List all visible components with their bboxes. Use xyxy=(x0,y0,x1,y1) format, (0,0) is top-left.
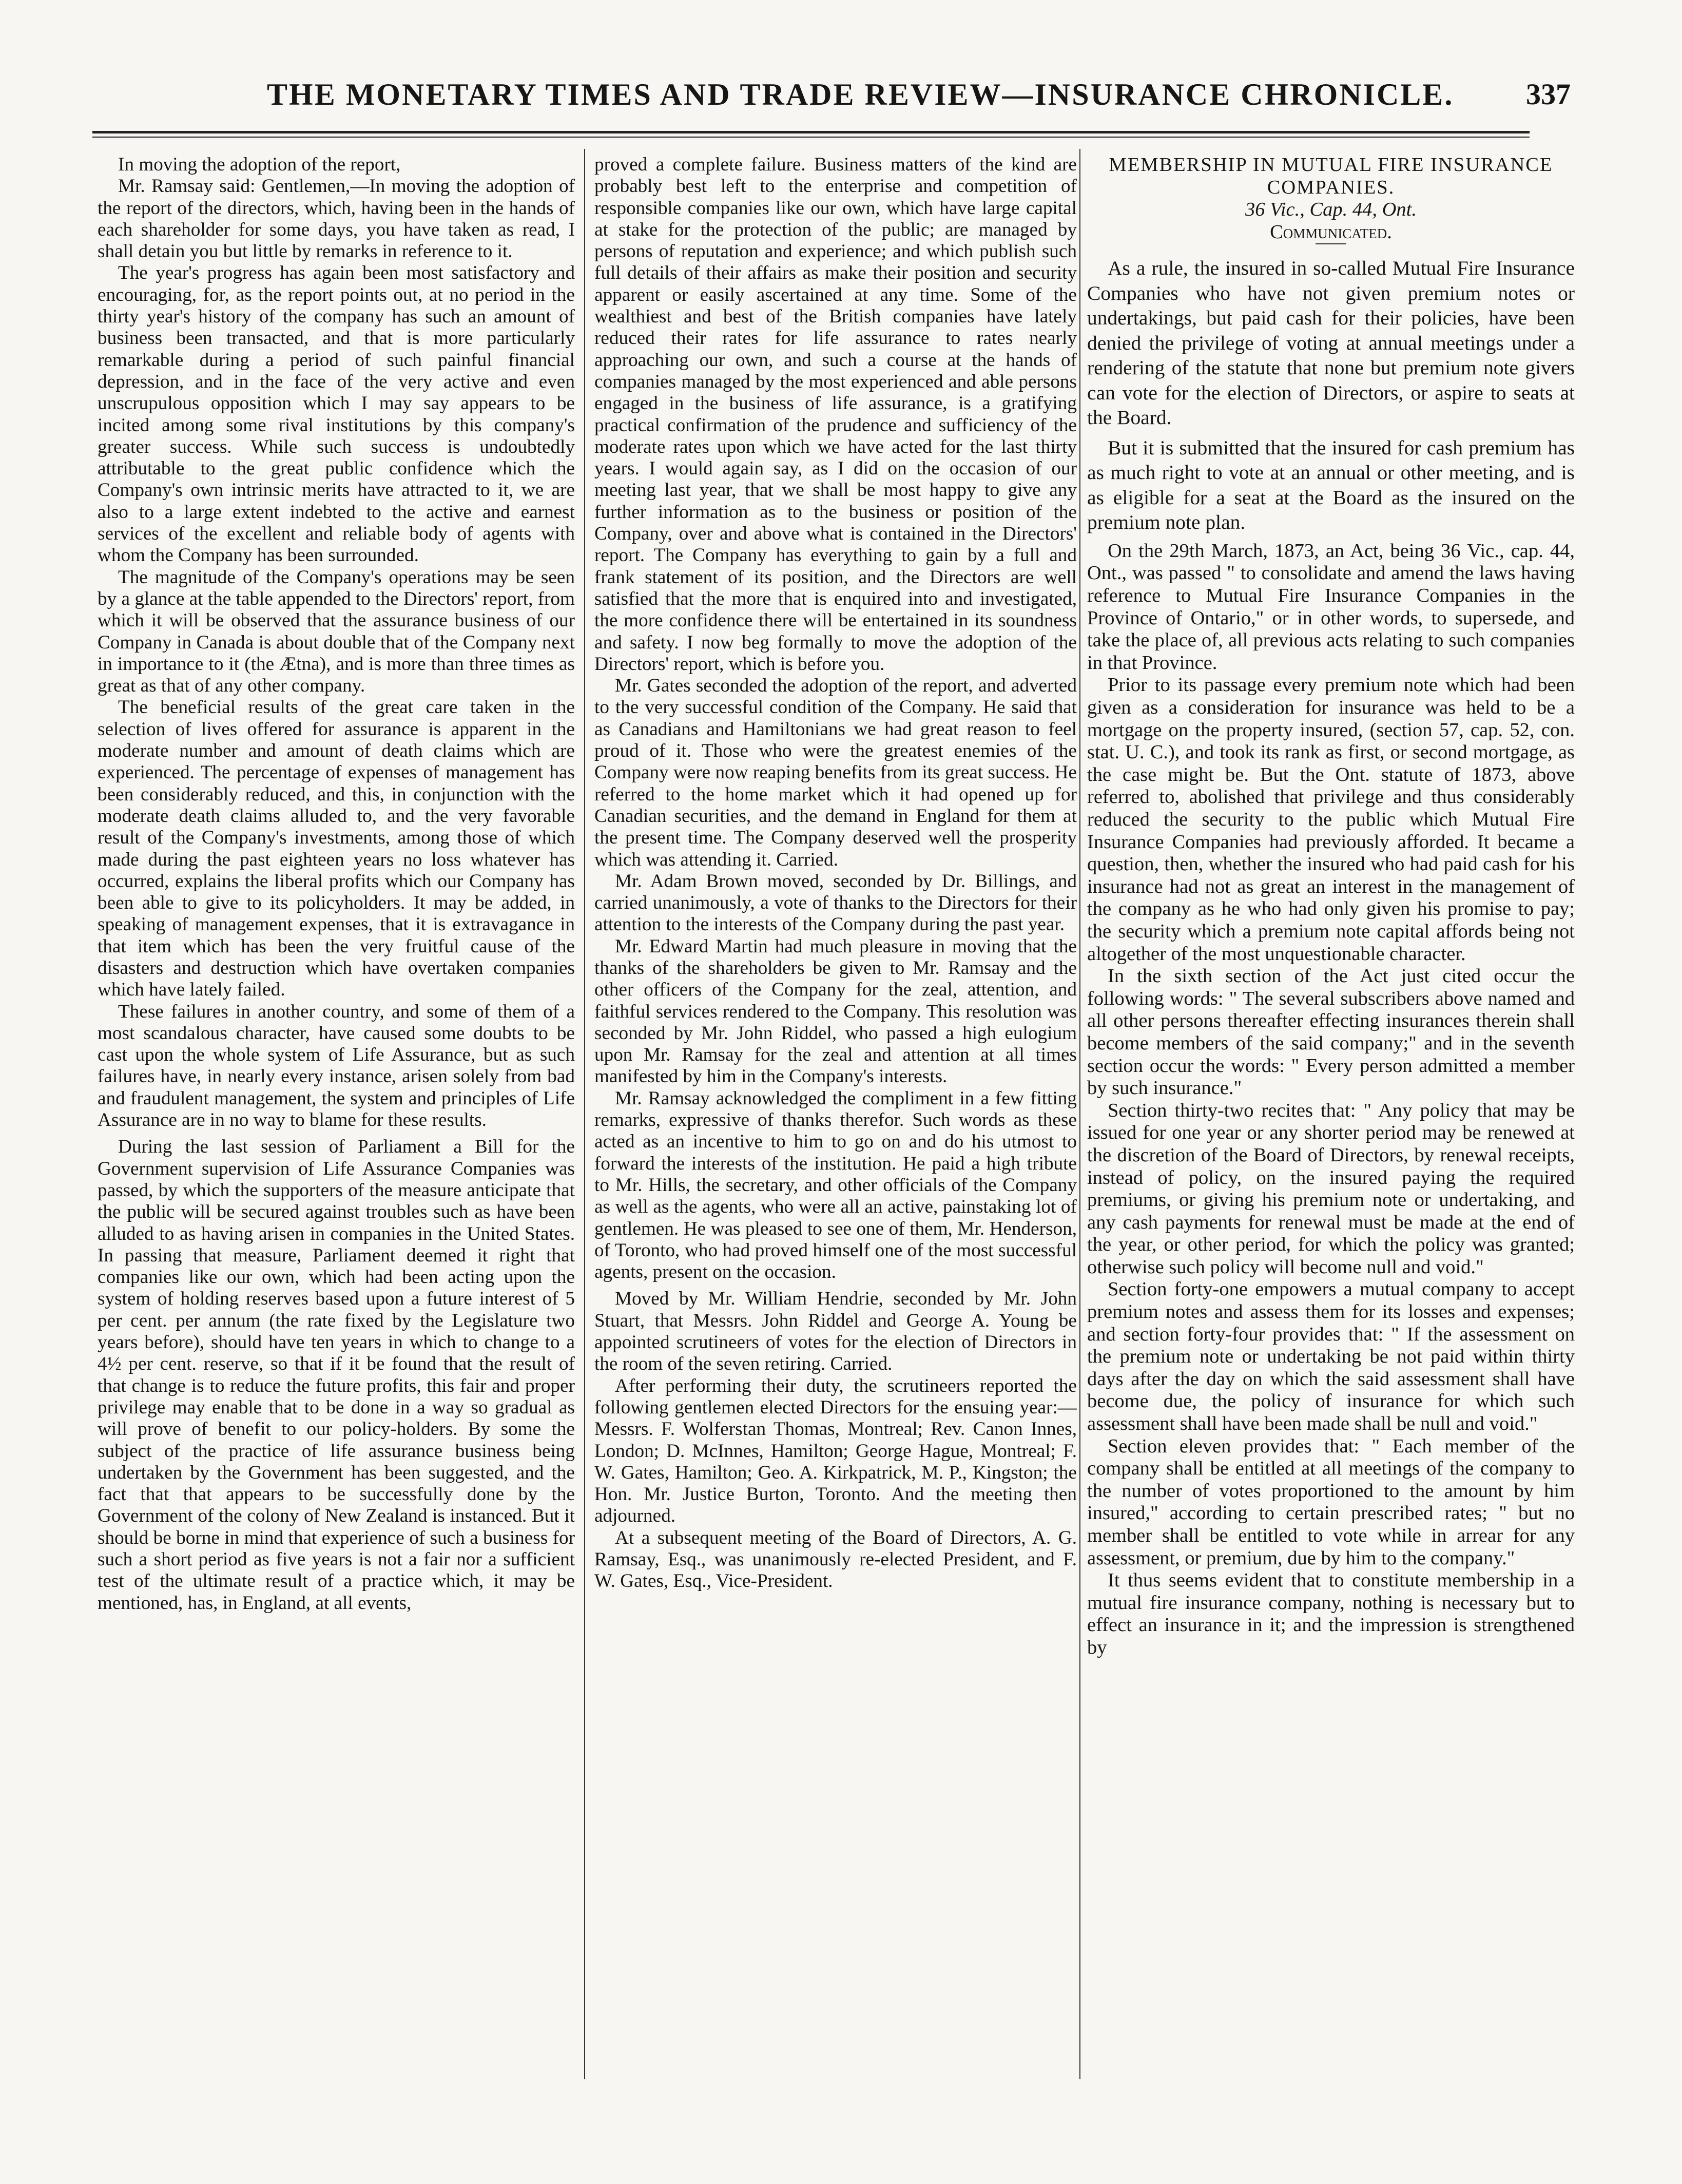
masthead-title: THE MONETARY TIMES AND TRADE REVIEW—INSURANCE CHRONICLE. xyxy=(267,78,1454,111)
paragraph: Section thirty-two recites that: " Any policy that may be issued for one year or any shorter period may be renewed at the discretion of the Board of Directors, by renewal receipts, instead of policy, on the insured paying the required premiums, or giving his premium note or undertaking, and any cash payments for renewal must be made at the end of the year, or other period, for which the policy was granted; otherwise such policy will become null and void." xyxy=(1087,1099,1575,1278)
header-rule-thin xyxy=(92,137,1530,138)
paragraph: Mr. Adam Brown moved, seconded by Dr. Billings, and carried unanimously, a vote of thanks to the Directors for their attention to the interests of the Company during the past year. xyxy=(594,870,1077,935)
paragraph: These failures in another country, and some of them of a most scandalous character, have caused some doubts to be cast upon the whole system of Life Assurance, but as such failures have, in nearly every instance, arisen solely from bad and fraudulent management, the system and principles of Life Assurance are in no way to blame for these results. xyxy=(98,1001,575,1131)
page-number: 337 xyxy=(1526,78,1571,111)
paragraph: In moving the adoption of the report, xyxy=(118,154,401,175)
column-3 xyxy=(1087,154,1575,2074)
paragraph: At a subsequent meeting of the Board of Directors, A. G. Ramsay, Esq., was unanimously re-elected President, and F. W. Gates, Esq., Vice-President. xyxy=(594,1527,1077,1592)
paragraph: Moved by Mr. William Hendrie, seconded by Mr. John Stuart, that Messrs. John Riddel and George A. Young be appointed scrutineers of votes for the election of Directors in the room of the seven retiring. Carried. xyxy=(594,1288,1077,1375)
paragraph: On the 29th March, 1873, an Act, being 36 Vic., cap. 44, Ont., was passed " to consolidate and amend the laws having reference to Mutual Fire Insurance Companies in the Province of Ontario," or in other words, to supersede, and take the place of, all previous acts relating to such companies in that Province. xyxy=(1087,540,1575,674)
paragraph: Section forty-one empowers a mutual company to accept premium notes and assess them for its losses and expenses; and section forty-four provides that: " If the assessment on the premium note or undertaking be not paid within thirty days after the day on which the said assessment shall have become due, the policy of insurance for which such assessment shall have been made shall be null and void." xyxy=(1087,1278,1575,1435)
page-header xyxy=(149,77,1571,123)
paragraph: The magnitude of the Company's operations may be seen by a glance at the table appended to the Directors' report, from which it will be observed that the assurance business of our Company in Canada is about double that of the Company next in importance to it (the Ætna), and is more than three times as great as that of any other company. xyxy=(98,566,575,697)
paragraph: Mr. Ramsay said: Gentlemen,—In moving the adoption of the report of the directors, which, having been in the hands of each shareholder for some days, you have taken as read, I shall detain you but little by remarks in reference to it. xyxy=(98,176,575,262)
paragraph: The year's progress has again been most satisfactory and encouraging, for, as the report points out, at no period in the thirty year's history of the company has such an amount of business been transacted, and that is more particularly remarkable during a period of such painful financial depression, and in the face of the very active and even unscrupulous opposition which I may say appears to be incited among some rival institutions by this company's greater success. While such success is undoubtedly attributable to the great public confidence which the Company's own intrinsic merits have attracted to it, we are also to a large extent indebted to the active and earnest services of the excellent and reliable body of agents with whom the Company has been surrounded. xyxy=(98,262,575,566)
column-1 xyxy=(98,154,575,2074)
article-subtitle: 36 Vic., Cap. 44, Ont. xyxy=(1245,199,1417,221)
small-rule xyxy=(1316,243,1346,244)
paragraph: Section eleven provides that: " Each member of the company shall be entitled at all meetings of the company to the number of votes proportioned to the amount by him insured," according to certain prescribed rates; " but no member shall be entitled to vote while in arrear for any assessment, or premium, due by him to the company." xyxy=(1087,1435,1575,1569)
paragraph: After performing their duty, the scrutineers reported the following gentlemen elected Directors for the ensuing year:—Messrs. F. Wolferstan Thomas, Montreal; Rev. Canon Innes, London; D. McInnes, Hamilton; George Hague, Montreal; F. W. Gates, Hamilton; Geo. A. Kirkpatrick, M. P., Kingston; the Hon. Mr. Justice Burton, Toronto. And the meeting then adjourned. xyxy=(594,1375,1077,1527)
header-rule xyxy=(92,131,1530,133)
paragraph: Mr. Gates seconded the adoption of the report, and adverted to the very successful condition of the Company. He said that as Canadians and Hamiltonians we had great reason to feel proud of it. Those who were the greatest enemies of the Company were now reaping benefits from its great success. He referred to the home market which it had opened up for Canadian securities, and the demand in England for them at the present time. The Company deserved well the prosperity which was attending it. Carried. xyxy=(594,675,1077,870)
paragraph: As a rule, the insured in so-called Mutual Fire Insurance Companies who have not given premium notes or undertakings, but paid cash for their policies, have been denied the privilege of voting at annual meetings under a rendering of the statute that none but premium note givers can vote for the election of Directors, or aspire to seats at the Board. xyxy=(1087,257,1575,429)
paragraph: Prior to its passage every premium note which had been given as a consideration for insurance was held to be a mortgage on the property insured, (section 57, cap. 52, con. stat. U. C.), and took its rank as first, or second mortgage, as the case might be. But the Ont. statute of 1873, above referred to, abolished that privilege and thus considerably reduced the security to the public which Mutual Fire Insurance Companies had previously afforded. It became a question, then, whether the insured who had paid cash for his insurance had not as great an interest in the management of the company as he who had only given his promise to pay; the security which a premium note capital affords being not altogether of the most unquestionable character. xyxy=(1087,674,1575,965)
paragraph: During the last session of Parliament a Bill for the Government supervision of Life Assurance Companies was passed, by which the supporters of the measure anticipate that the public will be secured against troubles such as have been alluded to as having arisen in companies in the United States. In passing that measure, Parliament deemed it right that companies like our own, which had been acting upon the system of holding reserves based upon a future interest of 5 per cent. per annum (the rate fixed by the Legislature two years before), should have ten years in which to change to a 4½ per cent. reserve, so that if it be found that the result of that change is to reduce the future profits, this fair and proper privilege may enable that to be done in a way so gradual as will prove of benefit to our policy-holders. By some the subject of the practice of life assurance business being undertaken by the Government has been suggested, and the fact that that appears to be successfully done by the Government of the colony of New Zealand is instanced. But it should be borne in mind that experience of such a business for such a short period as five years is not a fair nor a sufficient test of the ultimate result of a practice which, it may be mentioned, has, in England, at all events, xyxy=(98,1136,575,1614)
paragraph: Mr. Ramsay acknowledged the compliment in a few fitting remarks, expressive of thanks therefor. Such words as these acted as an incentive to him to go on and do his utmost to forward the interests of the institution. He paid a high tribute to Mr. Hills, the secretary, and other officials of the Company as well as the agents, who were all an active, painstaking lot of gentlemen. He was pleased to see one of them, Mr. Henderson, of Toronto, who had proved himself one of the most successful agents, present on the occasion. xyxy=(594,1087,1077,1283)
article-title: MEMBERSHIP IN MUTUAL FIRE INSURANCE COMPANIES. xyxy=(1109,154,1553,198)
column-divider-2 xyxy=(1079,149,1080,2079)
paragraph: Mr. Edward Martin had much pleasure in moving that the thanks of the shareholders be given to Mr. Ramsay and the other officers of the Company for the zeal, attention, and faithful services rendered to the Company. This resolution was seconded by Mr. John Riddel, who passed a high eulogium upon Mr. Ramsay for the zeal and attention at all times manifested by him in the Company's interests. xyxy=(594,935,1077,1087)
article-communicated: Communicated. xyxy=(1270,221,1392,243)
paragraph: In the sixth section of the Act just cited occur the following words: " The several subscribers above named and all other persons thereafter effecting insurances therein shall become members of the said company;" and in the seventh section occur the words: " Every person admitted a member by such insurance." xyxy=(1087,965,1575,1099)
paragraph: proved a complete failure. Business matters of the kind are probably best left to the enterprise and competition of responsible companies like our own, which have large capital at stake for the protection of the public; are managed by persons of reputation and experience; and which publish such full details of their affairs as make their position and security apparent or easily ascertained at any time. Some of the wealthiest and best of the British companies have lately reduced their rates for life assurance to rates nearly approaching our own, and such a course at the hands of companies managed by the most experienced and able persons engaged in the business of life assurance, is a gratifying practical confirmation of the prudence and sufficiency of the moderate rates upon which we have acted for the last thirty years. I would again say, as I did on the occasion of our meeting last year, that we shall be most happy to give any further information as to the business or position of the Company, over and above what is contained in the Directors' report. The Company has everything to gain by a full and frank statement of its position, and the Directors are well satisfied that the more that is enquired into and investigated, the more confidence there will be entertained in its soundness and safety. I now beg formally to move the adoption of the Directors' report, which is before you. xyxy=(594,154,1077,675)
paragraph: But it is submitted that the insured for cash premium has as much right to vote at an annual or other meeting, and is as eligible for a seat at the Board as the insured on the premium note plan. xyxy=(1087,436,1575,534)
column-divider-1 xyxy=(584,149,585,2079)
paragraph: It thus seems evident that to constitute membership in a mutual fire insurance company, nothing is necessary but to effect an insurance in it; and the impression is strengthened by xyxy=(1087,1569,1575,1658)
column-2 xyxy=(594,154,1077,2074)
paragraph: The beneficial results of the great care taken in the selection of lives offered for assurance is apparent in the moderate number and amount of death claims which are experienced. The percentage of expenses of management has been considerably reduced, and this, in conjunction with the moderate death claims alluded to, and the very favorable result of the Company's investments, among those of which made during the past eighteen years no loss whatever has occurred, explains the liberal profits which our Company has been able to give to its policyholders. It may be added, in speaking of management expenses, that it is extravagance in that item which has been the very fruitful cause of the disasters and destruction which have overtaken companies which have lately failed. xyxy=(98,697,575,1001)
